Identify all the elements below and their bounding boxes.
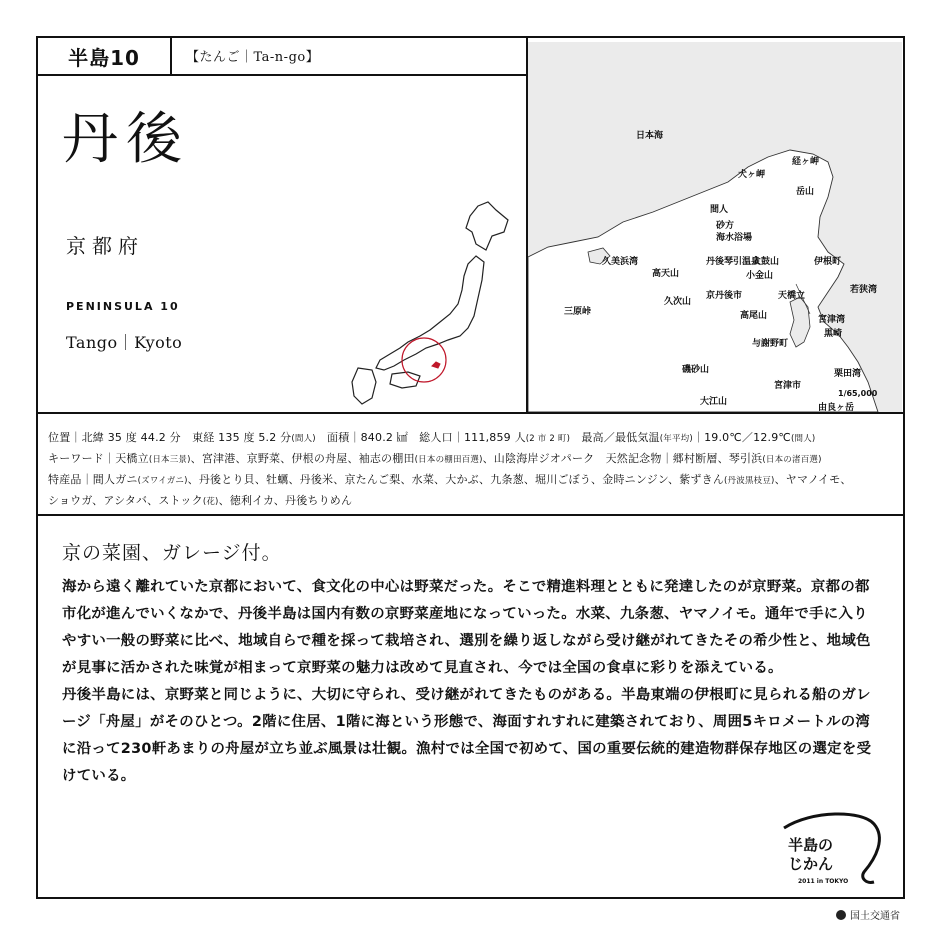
logo-text [788, 836, 833, 874]
stats-bottom-divider [38, 514, 903, 516]
stats-products-5: 、徳利イカ、丹後ちりめん [218, 494, 353, 507]
map-place-amanohashidate: 天橋立 [778, 291, 806, 301]
map-place-miyazu-city: 宮津市 [774, 381, 802, 391]
article-paragraph-2: 丹後半島には、京野菜と同じように、大切に守られ、受け継がれてきたものがある。半島東端の伊根町に見られる船のガレージ「舟屋」がそのひとつ。2階に住居、1階に海という形態で、海面すれすれに建築されており、周囲5キロメートルの湾に沿って230軒あまりの舟屋が立ち並ぶ風景は壮観。漁村では全国で初めて、国の重要伝統的建造物群保存地区の選定を受けている。 [62, 687, 872, 784]
stats-products-3: 、ヤマノイモ、 [774, 473, 852, 486]
prefecture: 京都府 [66, 234, 144, 258]
logo-line-1: 半島の [788, 836, 834, 854]
honshu-shape [376, 256, 484, 370]
stats-keywords-2: 、宮津港、京野菜、伊根の舟屋、袖志の棚田 [190, 452, 415, 465]
header-divider [38, 74, 528, 76]
map-place-kunda-bay: 栗田湾 [834, 369, 862, 379]
stats-keywords-note-2: (日本の棚田百選) [414, 455, 483, 465]
stats-row-keywords [48, 449, 898, 470]
map-place-koganeyama: 小金山 [746, 271, 774, 281]
stats-products-note-4: (花) [202, 497, 219, 507]
sea-label: 日本海 [636, 131, 664, 141]
stats-keywords: キーワード｜天橋立 [48, 452, 149, 465]
map-place-takaoyama: 高尾山 [740, 311, 768, 321]
stats-temperature-note: (年平均) [659, 434, 693, 444]
kyushu-shape [352, 368, 376, 404]
stats-products-4: ショウガ、アシタバ、ストック [48, 494, 203, 507]
map-scale: 1/65,000 [838, 389, 878, 398]
map-place-inu: 犬ヶ岬 [738, 170, 766, 180]
map-place-ine: 伊根町 [814, 257, 842, 267]
ministry-emblem-icon [836, 910, 846, 920]
peninsula-card [36, 36, 905, 899]
stats-area-population: 面積｜840.2 ㎢ 総人口｜111,859 人 [315, 431, 526, 444]
tango-highlight [432, 362, 440, 368]
peninsula-number-label: 半島10 [38, 38, 172, 74]
detail-map-svg [528, 42, 902, 412]
map-place-kurosaki: 黒崎 [824, 329, 843, 339]
stats-row-products [48, 470, 898, 491]
stats-keywords-note: (日本三景) [148, 455, 191, 465]
hanto-no-jikan-logo [782, 808, 892, 888]
stats-population-note: (2 市 2 町) [525, 434, 571, 444]
peninsula-reading: 【たんご｜Ta-n-go】 [186, 50, 320, 65]
ministry-credit [836, 907, 900, 922]
map-place-taikoyama: 太鼓山 [752, 257, 780, 267]
stats-products-note: (ズワイガニ) [137, 476, 188, 486]
map-place-sunagata: 砂方 [716, 221, 735, 231]
hokkaido-shape [466, 202, 508, 250]
article-paragraph-1: 海から遠く離れていた京都において、食文化の中心は野菜だった。そこで精進料理とともに発達したのが京野菜。京都の都市化が進んでいくなかで、丹後半島は国内有数の京野菜産地になっていった。水菜、九条葱、ヤマノイモ。通年で手に入りやすい一般の野菜に比べ、地域自らで種を採って栽培され、選別を繰り返しながら受け継がれてきたその希少性と、地域色が見事に活かされた味覚が相まって京野菜の魅力は改めて見直され、今では全国の食卓に彩りを添えている。 [62, 579, 871, 676]
stats-products: 特産品｜間人ガニ [48, 473, 138, 486]
peninsula-code: PENINSULA 10 [66, 300, 180, 313]
stats-location: 位置｜北緯 35 度 44.2 分 東経 135 度 5.2 分 [48, 431, 292, 444]
map-place-takeyama: 岳山 [796, 187, 815, 197]
stats-location-note: (間人) [291, 434, 316, 444]
map-place-kumihama: 久美浜湾 [602, 257, 639, 267]
stats-row-products-cont [48, 491, 898, 512]
article-body [62, 574, 882, 790]
map-place-kujiyama: 久次山 [664, 297, 692, 307]
peninsula-english-name: Tango｜Kyoto [66, 333, 183, 352]
stats-row-location [48, 428, 898, 449]
map-place-beach: 海水浴場 [716, 233, 753, 243]
stats-products-note-2: (丹波黒枝豆) [724, 476, 775, 486]
map-place-yuragatake: 由良ヶ岳 [818, 403, 855, 412]
stats-temperature-place: (間人) [790, 434, 816, 444]
map-place-miharatoge: 三原峠 [564, 307, 592, 317]
japan-outline-map [328, 198, 518, 408]
map-place-miyazu-bay: 宮津湾 [818, 315, 846, 325]
map-place-kyogamisaki: 経ヶ岬 [792, 157, 820, 167]
stats-monuments: 、山陰海岸ジオパーク 天然記念物｜郷村断層、琴引浜 [482, 452, 763, 465]
page-title: 丹後 [62, 107, 190, 172]
stats-temperature-label: 最高／最低気温 [570, 431, 660, 444]
ministry-name: 国土交通省 [850, 911, 900, 922]
stats-temperature: ｜19.0℃／12.9℃ [692, 431, 791, 444]
stats-monuments-note: (日本の渚百選) [762, 455, 822, 465]
map-place-wakasa: 若狭湾 [850, 285, 878, 295]
stats-products-2: 、丹後とり貝、牡蠣、丹後米、京たんご梨、水菜、大かぶ、九条葱、堀川ごぼう、金時ニンジン、紫ずきん [187, 473, 725, 486]
stats-block [48, 428, 898, 512]
map-place-taiza: 間人 [710, 205, 729, 215]
map-place-oeyama: 大江山 [700, 397, 728, 407]
tango-detail-map [528, 42, 902, 412]
logo-subtitle: 2011 in TOKYO [798, 878, 849, 885]
map-place-isunagoyama: 磯砂山 [682, 365, 710, 375]
map-place-kotobiki-onsen: 丹後琴引温泉 [706, 257, 761, 267]
map-place-yosano: 与謝野町 [752, 339, 789, 349]
map-place-kyotango: 京丹後市 [706, 291, 743, 301]
article-headline: 京の菜園、ガレージ付。 [62, 542, 282, 564]
logo-line-2: じかん [788, 855, 834, 873]
stats-top-divider [38, 412, 903, 414]
map-place-takamayama: 高天山 [652, 269, 680, 279]
